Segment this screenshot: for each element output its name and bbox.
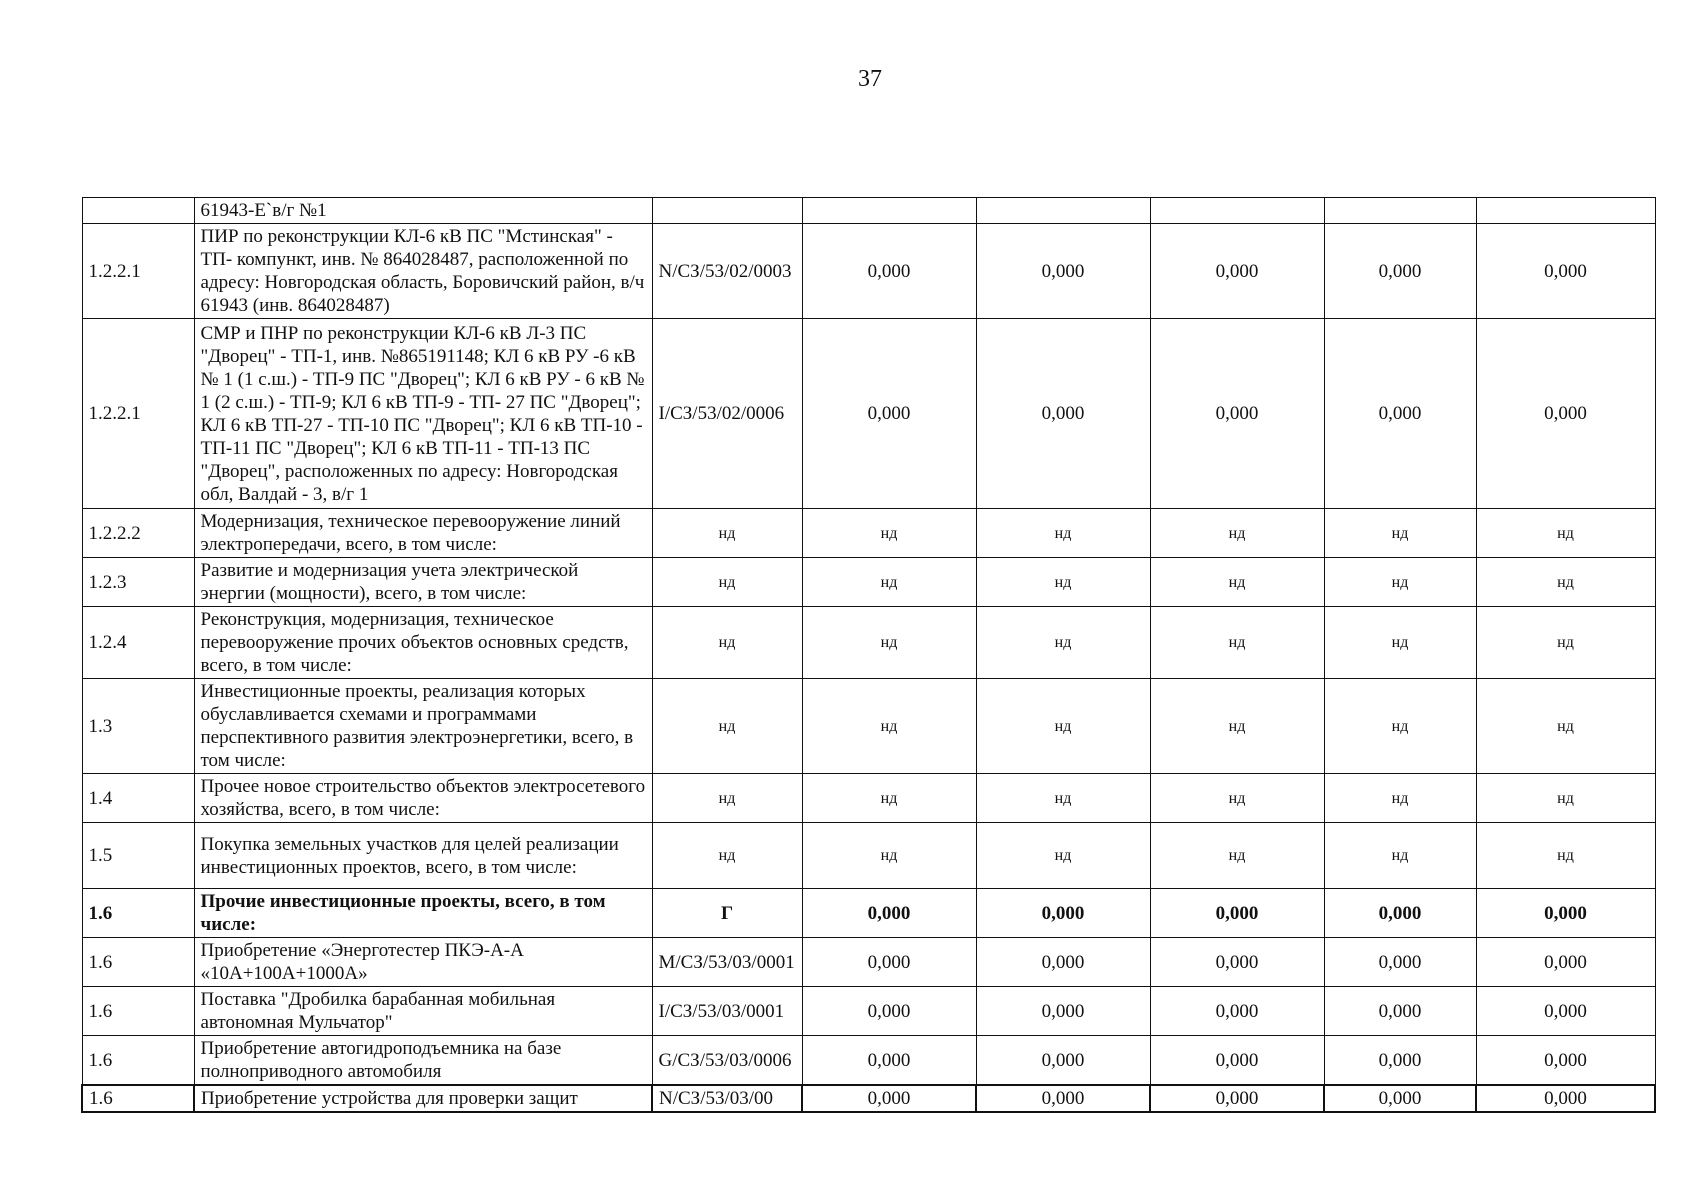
value-cell: нд	[1324, 607, 1476, 679]
row-identifier: нд	[652, 823, 802, 889]
row-code	[82, 198, 194, 224]
value-cell: 0,000	[1150, 1036, 1324, 1086]
value-cell	[1476, 198, 1655, 224]
table-row	[82, 224, 1655, 319]
row-code: 1.2.2.2	[82, 509, 194, 558]
row-identifier: нд	[652, 679, 802, 774]
value-cell: 0,000	[802, 224, 976, 319]
row-description: СМР и ПНР по реконструкции КЛ-6 кВ Л-3 ПС "Дворец" - ТП-1, инв. №865191148; КЛ 6 кВ РУ -6 кВ № 1 (1 с.ш.) - ТП-9 ПС "Дворец"; КЛ 6 кВ РУ - 6 кВ № 1 (2 с.ш.) - ТП-9; КЛ 6 кВ ТП-9 - ТП- 27 ПС "Дворец"; КЛ 6 кВ ТП-27 - ТП-10 ПС "Дворец"; КЛ 6 кВ ТП-10 - ТП-11 ПС "Дворец"; КЛ 6 кВ ТП-11 - ТП-13 ПС "Дворец", расположенных по адресу: Новгородская обл, Валдай - 3, в/г 1	[194, 319, 652, 509]
value-cell: 0,000	[1324, 987, 1476, 1036]
row-description: Прочие инвестиционные проекты, всего, в том числе:	[194, 889, 652, 938]
table-row	[82, 509, 1655, 558]
row-code: 1.6	[82, 889, 194, 938]
row-identifier: N/СЗ/53/02/0003	[652, 224, 802, 319]
value-cell: нд	[1150, 558, 1324, 607]
row-code: 1.2.2.1	[82, 224, 194, 319]
value-cell: 0,000	[1324, 889, 1476, 938]
value-cell: 0,000	[1476, 1085, 1655, 1112]
value-cell: 0,000	[802, 1085, 976, 1112]
value-cell: нд	[802, 607, 976, 679]
row-identifier: M/СЗ/53/03/0001	[652, 938, 802, 987]
value-cell: нд	[1324, 823, 1476, 889]
row-description: Прочее новое строительство объектов электросетевого хозяйства, всего, в том числе:	[194, 774, 652, 823]
row-description: 61943-Е`в/г №1	[194, 198, 652, 224]
value-cell: нд	[1324, 679, 1476, 774]
table-body	[82, 198, 1655, 1113]
row-description: Приобретение автогидроподъемника на базе полноприводного автомобиля	[194, 1036, 652, 1086]
value-cell: нд	[802, 823, 976, 889]
value-cell: нд	[976, 774, 1150, 823]
value-cell	[1324, 198, 1476, 224]
row-identifier: I/СЗ/53/03/0001	[652, 987, 802, 1036]
row-description: ПИР по реконструкции КЛ-6 кВ ПС "Мстинская" - ТП- компункт, инв. № 864028487, расположенной по адресу: Новгородская область, Боровичский район, в/ч 61943 (инв. 864028487)	[194, 224, 652, 319]
value-cell: нд	[976, 558, 1150, 607]
value-cell: нд	[1476, 509, 1655, 558]
row-code: 1.6	[82, 987, 194, 1036]
value-cell: 0,000	[1150, 889, 1324, 938]
value-cell: нд	[1324, 558, 1476, 607]
value-cell: 0,000	[1150, 319, 1324, 509]
row-code: 1.2.4	[82, 607, 194, 679]
row-description: Модернизация, техническое перевооружение линий электропередачи, всего, в том числе:	[194, 509, 652, 558]
value-cell: 0,000	[1476, 1036, 1655, 1086]
value-cell: 0,000	[1150, 938, 1324, 987]
value-cell: 0,000	[1476, 987, 1655, 1036]
row-description: Развитие и модернизация учета электрической энергии (мощности), всего, в том числе:	[194, 558, 652, 607]
table-row	[82, 889, 1655, 938]
row-description: Инвестиционные проекты, реализация которых обуславливается схемами и программами перспективного развития электроэнергетики, всего, в том числе:	[194, 679, 652, 774]
row-identifier	[652, 198, 802, 224]
value-cell: 0,000	[976, 319, 1150, 509]
value-cell: нд	[1476, 774, 1655, 823]
value-cell: 0,000	[802, 938, 976, 987]
value-cell: нд	[1324, 509, 1476, 558]
value-cell: нд	[802, 558, 976, 607]
value-cell: 0,000	[976, 1085, 1150, 1112]
table-row	[82, 1085, 1655, 1112]
value-cell: 0,000	[1150, 1085, 1324, 1112]
row-code: 1.3	[82, 679, 194, 774]
row-identifier: нд	[652, 558, 802, 607]
value-cell: 0,000	[1150, 224, 1324, 319]
value-cell: нд	[1476, 679, 1655, 774]
value-cell: нд	[1476, 558, 1655, 607]
row-description: Поставка "Дробилка барабанная мобильная автономная Мульчатор"	[194, 987, 652, 1036]
value-cell: нд	[1324, 774, 1476, 823]
row-code: 1.6	[82, 1036, 194, 1086]
value-cell	[976, 198, 1150, 224]
value-cell: 0,000	[1476, 319, 1655, 509]
table-row	[82, 774, 1655, 823]
row-code: 1.2.2.1	[82, 319, 194, 509]
row-description: Реконструкция, модернизация, техническое перевооружение прочих объектов основных средств, всего, в том числе:	[194, 607, 652, 679]
table-row	[82, 607, 1655, 679]
value-cell: нд	[976, 607, 1150, 679]
value-cell: 0,000	[976, 1036, 1150, 1086]
value-cell: 0,000	[1476, 889, 1655, 938]
value-cell: 0,000	[802, 987, 976, 1036]
value-cell: нд	[976, 679, 1150, 774]
value-cell: нд	[1150, 774, 1324, 823]
value-cell: нд	[1476, 823, 1655, 889]
row-identifier: нд	[652, 509, 802, 558]
value-cell: 0,000	[1476, 224, 1655, 319]
value-cell: 0,000	[976, 889, 1150, 938]
table-row	[82, 1036, 1655, 1086]
page-number: 37	[858, 66, 882, 92]
value-cell: нд	[802, 679, 976, 774]
value-cell: 0,000	[802, 1036, 976, 1086]
row-code: 1.6	[82, 1085, 194, 1112]
value-cell	[1150, 198, 1324, 224]
table-row	[82, 823, 1655, 889]
value-cell: нд	[1150, 679, 1324, 774]
value-cell: нд	[1476, 607, 1655, 679]
table-row	[82, 938, 1655, 987]
value-cell: нд	[802, 509, 976, 558]
row-identifier: нд	[652, 774, 802, 823]
row-code: 1.6	[82, 938, 194, 987]
row-identifier: N/СЗ/53/03/00	[652, 1085, 802, 1112]
value-cell: нд	[976, 823, 1150, 889]
value-cell: 0,000	[1324, 1036, 1476, 1086]
value-cell: 0,000	[976, 224, 1150, 319]
value-cell: нд	[1150, 823, 1324, 889]
value-cell: нд	[1150, 607, 1324, 679]
table-row	[82, 987, 1655, 1036]
table-row	[82, 558, 1655, 607]
value-cell: 0,000	[802, 319, 976, 509]
value-cell: 0,000	[1476, 938, 1655, 987]
row-identifier: Г	[652, 889, 802, 938]
row-description: Покупка земельных участков для целей реализации инвестиционных проектов, всего, в том числе:	[194, 823, 652, 889]
investment-table	[81, 197, 1656, 1113]
value-cell: 0,000	[802, 889, 976, 938]
row-description: Приобретение устройства для проверки защит	[194, 1085, 652, 1112]
value-cell: 0,000	[1324, 319, 1476, 509]
value-cell: нд	[1150, 509, 1324, 558]
table-row	[82, 679, 1655, 774]
table-row	[82, 198, 1655, 224]
row-identifier: нд	[652, 607, 802, 679]
value-cell: 0,000	[1324, 224, 1476, 319]
row-identifier: I/СЗ/53/02/0006	[652, 319, 802, 509]
value-cell: нд	[802, 774, 976, 823]
value-cell: 0,000	[976, 987, 1150, 1036]
row-identifier: G/СЗ/53/03/0006	[652, 1036, 802, 1086]
row-code: 1.2.3	[82, 558, 194, 607]
row-description: Приобретение «Энерготестер ПКЭ-А-А «10А+100А+1000А»	[194, 938, 652, 987]
row-code: 1.4	[82, 774, 194, 823]
value-cell: 0,000	[976, 938, 1150, 987]
row-code: 1.5	[82, 823, 194, 889]
table-row	[82, 319, 1655, 509]
value-cell: 0,000	[1324, 938, 1476, 987]
value-cell: 0,000	[1150, 987, 1324, 1036]
value-cell: нд	[976, 509, 1150, 558]
value-cell	[802, 198, 976, 224]
value-cell: 0,000	[1324, 1085, 1476, 1112]
